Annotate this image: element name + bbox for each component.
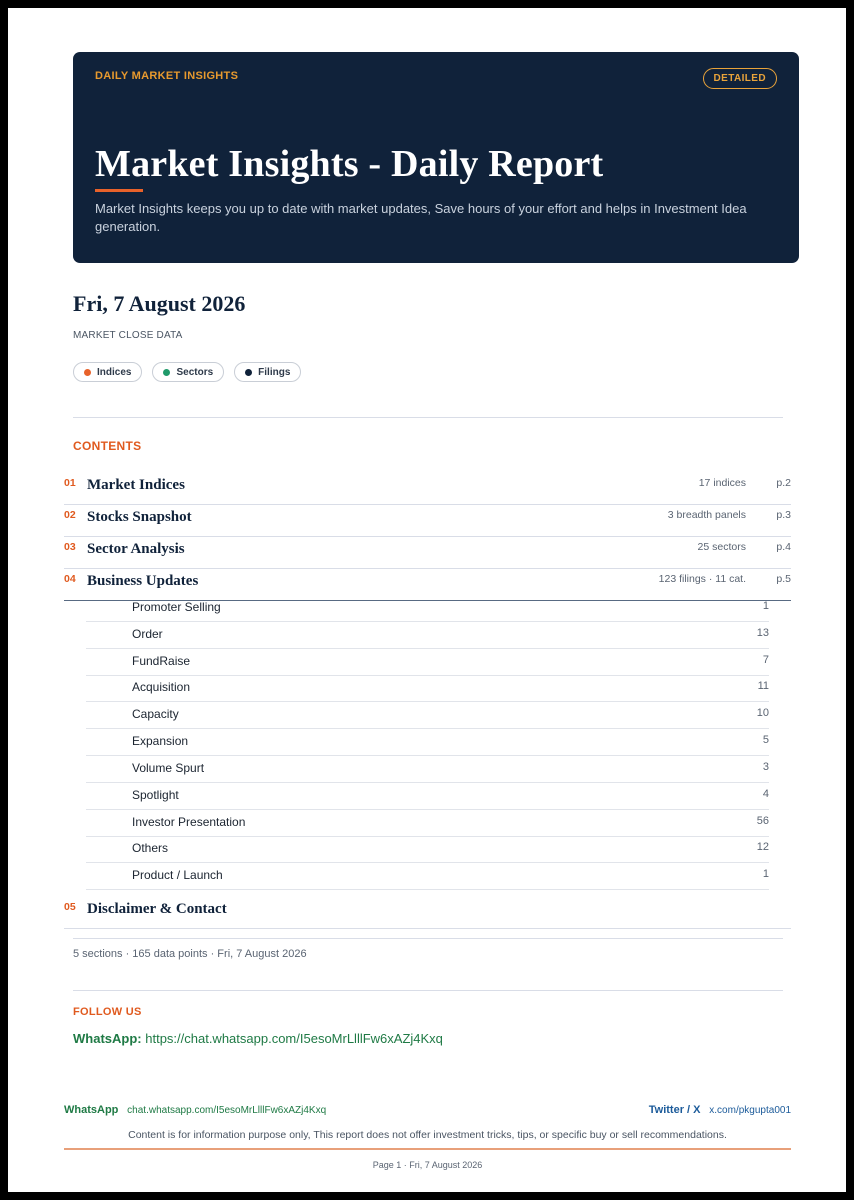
toc-row-stocks-snapshot[interactable] xyxy=(64,504,791,537)
toc-row-disclaimer[interactable] xyxy=(64,896,791,929)
navy-dot-icon xyxy=(245,369,252,376)
toc-subrow[interactable] xyxy=(86,836,769,863)
subrow-count: 7 xyxy=(762,654,769,666)
section-number: 04 xyxy=(64,573,76,585)
divider xyxy=(73,990,783,991)
section-meta: 25 sectors xyxy=(697,541,746,553)
subrow-count: 5 xyxy=(762,734,769,746)
subrow-label: Investor Presentation xyxy=(132,815,246,829)
subrow-label: Expansion xyxy=(132,734,189,748)
section-page: p.2 xyxy=(776,477,791,489)
toc-row-market-indices[interactable] xyxy=(64,472,791,505)
footer-twitter-label: Twitter / X xyxy=(648,1104,701,1116)
footer-whatsapp-label: WhatsApp xyxy=(64,1104,119,1116)
subrow-label: Spotlight xyxy=(132,788,179,802)
section-title: Market Indices xyxy=(87,477,185,493)
divider xyxy=(73,938,783,939)
section-number: 02 xyxy=(64,509,76,521)
footer-whatsapp xyxy=(64,1104,326,1116)
subrow-count: 1 xyxy=(762,600,769,612)
toc-subrow[interactable] xyxy=(86,702,769,729)
market-close-label: MARKET CLOSE DATA xyxy=(73,330,183,341)
section-title: Sector Analysis xyxy=(87,541,185,557)
toc-subrow[interactable] xyxy=(86,756,769,783)
footer-twitter xyxy=(649,1104,791,1116)
toc-subrow[interactable] xyxy=(86,783,769,810)
chip-filings[interactable] xyxy=(234,362,301,382)
subrow-label: Product / Launch xyxy=(132,868,223,882)
subrow-count: 1 xyxy=(762,868,769,880)
section-title: Stocks Snapshot xyxy=(87,509,192,525)
subrow-label: Capacity xyxy=(132,707,179,721)
toc-subrow[interactable] xyxy=(86,649,769,676)
header-description: Market Insights keeps you up to date with market updates, Save hours of your effort and helps in Investment Idea generation. xyxy=(95,201,747,234)
section-number: 03 xyxy=(64,541,76,553)
detailed-badge: DETAILED xyxy=(703,68,777,89)
subrow-label: Volume Spurt xyxy=(132,761,205,775)
section-page: p.5 xyxy=(776,573,791,585)
subrow-label: Acquisition xyxy=(132,680,191,694)
contents-heading: CONTENTS xyxy=(73,439,142,453)
page-number: Page 1 · Fri, 7 August 2026 xyxy=(372,1160,483,1170)
subrow-count: 10 xyxy=(756,707,769,719)
section-page: p.4 xyxy=(776,541,791,553)
toc-subrow[interactable] xyxy=(86,622,769,649)
section-meta: 3 breadth panels xyxy=(667,509,746,521)
section-number: 01 xyxy=(64,477,76,489)
report-page xyxy=(8,8,846,1192)
subrow-count: 11 xyxy=(757,680,769,692)
header-kicker: DAILY MARKET INSIGHTS xyxy=(95,70,239,82)
subrow-label: Others xyxy=(132,841,169,855)
section-title: Disclaimer & Contact xyxy=(87,901,227,917)
toc-subrow[interactable] xyxy=(86,595,769,622)
chip-sectors[interactable] xyxy=(152,362,224,382)
category-chips xyxy=(73,362,301,382)
toc-subrow[interactable] xyxy=(86,675,769,702)
subrow-count: 13 xyxy=(756,627,769,639)
subrow-count: 12 xyxy=(756,841,769,853)
footer-whatsapp-link[interactable]: chat.whatsapp.com/I5esoMrLlllFw6xAZj4Kxq xyxy=(127,1105,327,1116)
footer-disclaimer: Content is for information purpose only, This report does not offer investment tricks, tips, or specific buy or sell recommendations. xyxy=(128,1129,727,1141)
report-date: Fri, 7 August 2026 xyxy=(73,291,246,316)
section-page: p.3 xyxy=(776,509,791,521)
whatsapp-follow xyxy=(73,1031,443,1046)
subrow-label: Order xyxy=(132,627,163,641)
whatsapp-label: WhatsApp: xyxy=(73,1031,142,1046)
footer-twitter-link[interactable]: x.com/pkgupta001 xyxy=(709,1105,791,1116)
chip-label: Indices xyxy=(97,366,132,378)
toc-subrow[interactable] xyxy=(86,729,769,756)
green-dot-icon xyxy=(163,369,170,376)
title-underline xyxy=(95,189,143,192)
toc-subrow[interactable] xyxy=(86,810,769,837)
section-meta: 17 indices xyxy=(698,477,746,489)
whatsapp-link[interactable]: https://chat.whatsapp.com/I5esoMrLlllFw6xAZj4Kxq xyxy=(145,1031,443,1046)
follow-heading: FOLLOW US xyxy=(73,1006,142,1018)
chip-label: Filings xyxy=(258,366,291,378)
section-number: 05 xyxy=(64,901,76,913)
toc-row-sector-analysis[interactable] xyxy=(64,536,791,569)
divider xyxy=(73,417,783,418)
section-meta: 123 filings · 11 cat. xyxy=(658,573,746,585)
subrow-label: FundRaise xyxy=(132,654,191,668)
contents-summary: 5 sections · 165 data points · Fri, 7 August 2026 xyxy=(73,948,307,960)
subrow-count: 4 xyxy=(762,788,769,800)
section-title: Business Updates xyxy=(87,573,199,589)
header-banner xyxy=(73,52,799,263)
footer-rule xyxy=(64,1148,791,1150)
subrow-label: Promoter Selling xyxy=(132,600,221,614)
subrow-count: 56 xyxy=(756,815,769,827)
chip-indices[interactable] xyxy=(73,362,142,382)
toc-subrow[interactable] xyxy=(86,863,769,890)
page-title: Market Insights - Daily Report xyxy=(95,143,604,185)
subrow-count: 3 xyxy=(762,761,769,773)
chip-label: Sectors xyxy=(176,366,214,378)
orange-dot-icon xyxy=(84,369,91,376)
